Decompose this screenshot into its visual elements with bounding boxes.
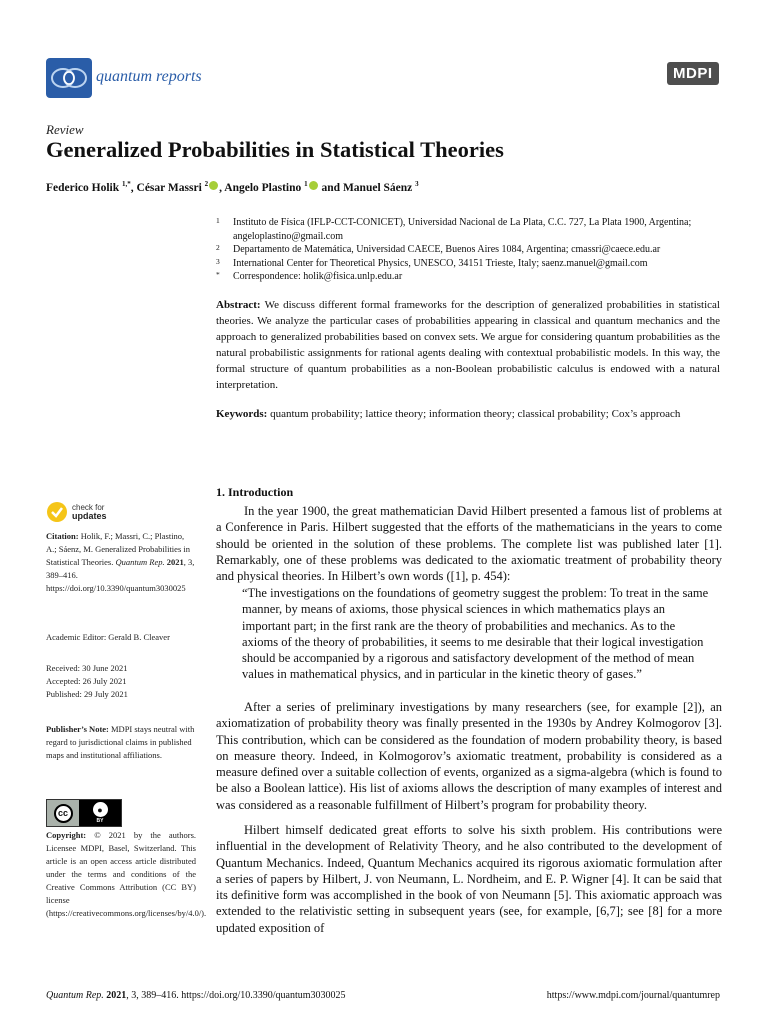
person-icon: ● <box>93 802 108 817</box>
affiliation-number: 2 <box>216 243 220 252</box>
published-date: Published: 29 July 2021 <box>46 689 128 699</box>
affiliations <box>216 216 736 284</box>
license-badge-text: BY <box>96 818 104 824</box>
author-separator: , <box>219 181 225 194</box>
keywords-text: quantum probability; lattice theory; information theory; classical probability; Cox’s approach <box>270 408 681 420</box>
author-affiliation-mark: 1,* <box>122 180 131 188</box>
citation-doi-link[interactable]: https://doi.org/10.3390/quantum3030025 <box>46 583 186 593</box>
publisher-note-label: Publisher’s Note: <box>46 724 109 734</box>
affiliation-text: Instituto de Física (IFLP-CCT-CONICET), Universidad Nacional de La Plata, C.C. 727, La Plata 1900, Argentina; angeloplastino@gmail.com <box>233 217 692 242</box>
citation-block <box>46 530 196 595</box>
journal-name[interactable]: quantum reports <box>96 68 202 85</box>
author-separator: , <box>130 181 137 194</box>
abstract-label: Abstract: <box>216 299 261 311</box>
copyright-text: © 2021 by the authors. Licensee MDPI, Basel, Switzerland. This article is an open access article distributed under the terms and conditions of the Creative Commons Attribution (CC BY) license (https://creativecommons.org/licenses/by/4.0/). <box>46 830 207 918</box>
keywords-label: Keywords: <box>216 408 268 420</box>
paragraph-1: In the year 1900, the great mathematician David Hilbert presented a famous list of problems at a Conference in Paris. Hilbert suggested that the efforts of the mathematicians in the years to come should be oriented in the solution of these problems. The complete list was published later [1]. Remarkably, one of these problems was dedicated to the axiomatic treatment of probability theory and physical theories. In Hilbert’s own words ([1], p. 454): <box>216 504 722 584</box>
affiliation-number: 3 <box>216 256 220 266</box>
affiliation-number: * <box>216 270 220 279</box>
footer-journal: Quantum Rep. <box>46 990 104 1001</box>
author-name: Angelo Plastino <box>224 181 302 194</box>
article-type: Review <box>46 122 84 137</box>
check-for-updates-button[interactable] <box>46 501 107 523</box>
dates-block <box>46 662 196 701</box>
author-separator: and <box>318 181 343 194</box>
author-name: Manuel Sáenz <box>342 181 413 194</box>
received-date: Received: 30 June 2021 <box>46 663 128 673</box>
mdpi-logo-text: MDPI <box>673 65 713 82</box>
affiliation-text: Correspondence: holik@fisica.unlp.edu.ar <box>233 271 403 282</box>
author-list <box>46 180 419 194</box>
affiliation-text: International Center for Theoretical Physics, UNESCO, 34151 Trieste, Italy; saenz.manuel@gmail.com <box>233 257 648 269</box>
cc-by-license-badge[interactable] <box>46 799 122 827</box>
publisher-note <box>46 723 196 762</box>
publisher-note-text: MDPI stays neutral with regard to jurisdictional claims in published maps and institutional affiliations. <box>46 724 195 760</box>
orcid-icon[interactable] <box>209 181 218 190</box>
paragraph-2: After a series of preliminary investigations by many researchers (see, for example [2]), an axiomatization of probability theory was finally presented in the 1930s by Andrey Kolmogorov [3]. This contribution, which can be considered as the foundation of modern probability theory, is based on measure theory. Indeed, in Kolmogorov’s axiomatic treatment, probability is considered as a measure defined over a suitable collection of events, organized as a sigma-algebra (which is found to be also a Boolean lattice). His list of axioms allows the description of many examples of interest and was considered as a reasonable fulfillment of Hilbert’s program for probability theory. <box>216 700 722 812</box>
author-name: César Massri <box>136 181 202 194</box>
paragraph-3: Hilbert himself dedicated great efforts to solve his sixth problem. His contributions were influential in the development of Relativity Theory, and he also contributed to the development of Quantum Mechanics. Indeed, Quantum Mechanics acquired its rigorous axiomatic formulation after a series of papers by Hilbert, J. von Neumann, L. Nordheim, and E. P. Wigner [4]. It can be said that its definitive form was accomplished in the book of von Neumann [5]. This axiomatic approach was extended to the relativistic setting in subsequent years (see, for example, [6,7]; see [8] for a more updated exposition of <box>216 823 722 935</box>
cc-icon: cc <box>54 804 73 823</box>
affiliation-number: 1 <box>216 216 220 225</box>
article-title: Generalized Probabilities in Statistical Theories <box>46 137 504 162</box>
hilbert-quote: “The investigations on the foundations of geometry suggest the problem: To treat in the same manner, by means of axioms, those physical sciences in which mathematics plays an important part; in the first rank are the theory of probabilities and mechanics. As to the axioms of the theory of probabilities, it seems to me desirable that their logical investigation should be accompanied by a rigorous and satisfactory development of the method of mean values in mathematical physics, and in particular in the kinetic theory of gases.” <box>242 586 709 682</box>
academic-editor: Academic Editor: Gerald B. Cleaver <box>46 632 170 642</box>
footer-year: 2021 <box>106 990 127 1001</box>
citation-label: Citation: <box>46 531 79 541</box>
affiliation-item <box>216 243 736 257</box>
orcid-icon[interactable] <box>309 181 318 190</box>
mdpi-logo[interactable] <box>667 62 719 85</box>
affiliation-text: Departamento de Matemática, Universidad CAECE, Buenos Aires 1084, Argentina; cmassri@caece.edu.ar <box>233 244 661 255</box>
affiliation-item <box>216 216 736 243</box>
footer-rest: , 3, 389–416. https://doi.org/10.3390/quantum3030025 <box>126 990 346 1001</box>
citation-pages: , 3, 389–416. <box>46 557 195 580</box>
author-affiliation-mark: 3 <box>415 180 419 188</box>
author-name: Federico Holik <box>46 181 120 194</box>
copyright-block <box>46 829 207 920</box>
check-updates-line1: check for <box>72 503 105 512</box>
keywords <box>216 406 720 422</box>
section-heading: 1. Introduction <box>216 485 294 499</box>
author-affiliation-mark: 1 <box>304 180 308 188</box>
author-affiliation-mark: 2 <box>204 180 209 188</box>
abstract-text: We discuss different formal frameworks for the description of generalized probabilities in statistical theories. We analyze the particular cases of probabilities appearing in classical and quantum mechanics and the approach to generalized probabilities based on convex sets. We argue for considering quantum probabilities as the natural probabilistic assignments for rational agents dealing with contextual probabilistic models. In this way, the formal structure of quantum probabilities as a non-Boolean probabilistic calculus is endowed with a natural interpretation. <box>216 299 720 391</box>
affiliation-item <box>216 257 736 271</box>
abstract <box>216 297 720 393</box>
citation-year: 2021 <box>166 557 184 567</box>
copyright-label: Copyright: <box>46 830 87 840</box>
check-updates-icon <box>46 501 68 523</box>
affiliation-item <box>216 270 736 284</box>
quantum-reports-logo-icon <box>46 58 92 98</box>
accepted-date: Accepted: 26 July 2021 <box>46 676 127 686</box>
footer-citation <box>46 990 346 1001</box>
check-updates-line2: updates <box>72 511 107 521</box>
footer-journal-url[interactable]: https://www.mdpi.com/journal/quantumrep <box>546 990 720 1001</box>
citation-text: Holik, F.; Massri, C.; Plastino, A.; Sáenz, M. Generalized Probabilities in Statistical Theories. <box>46 531 190 567</box>
citation-journal: Quantum Rep. <box>115 557 165 567</box>
